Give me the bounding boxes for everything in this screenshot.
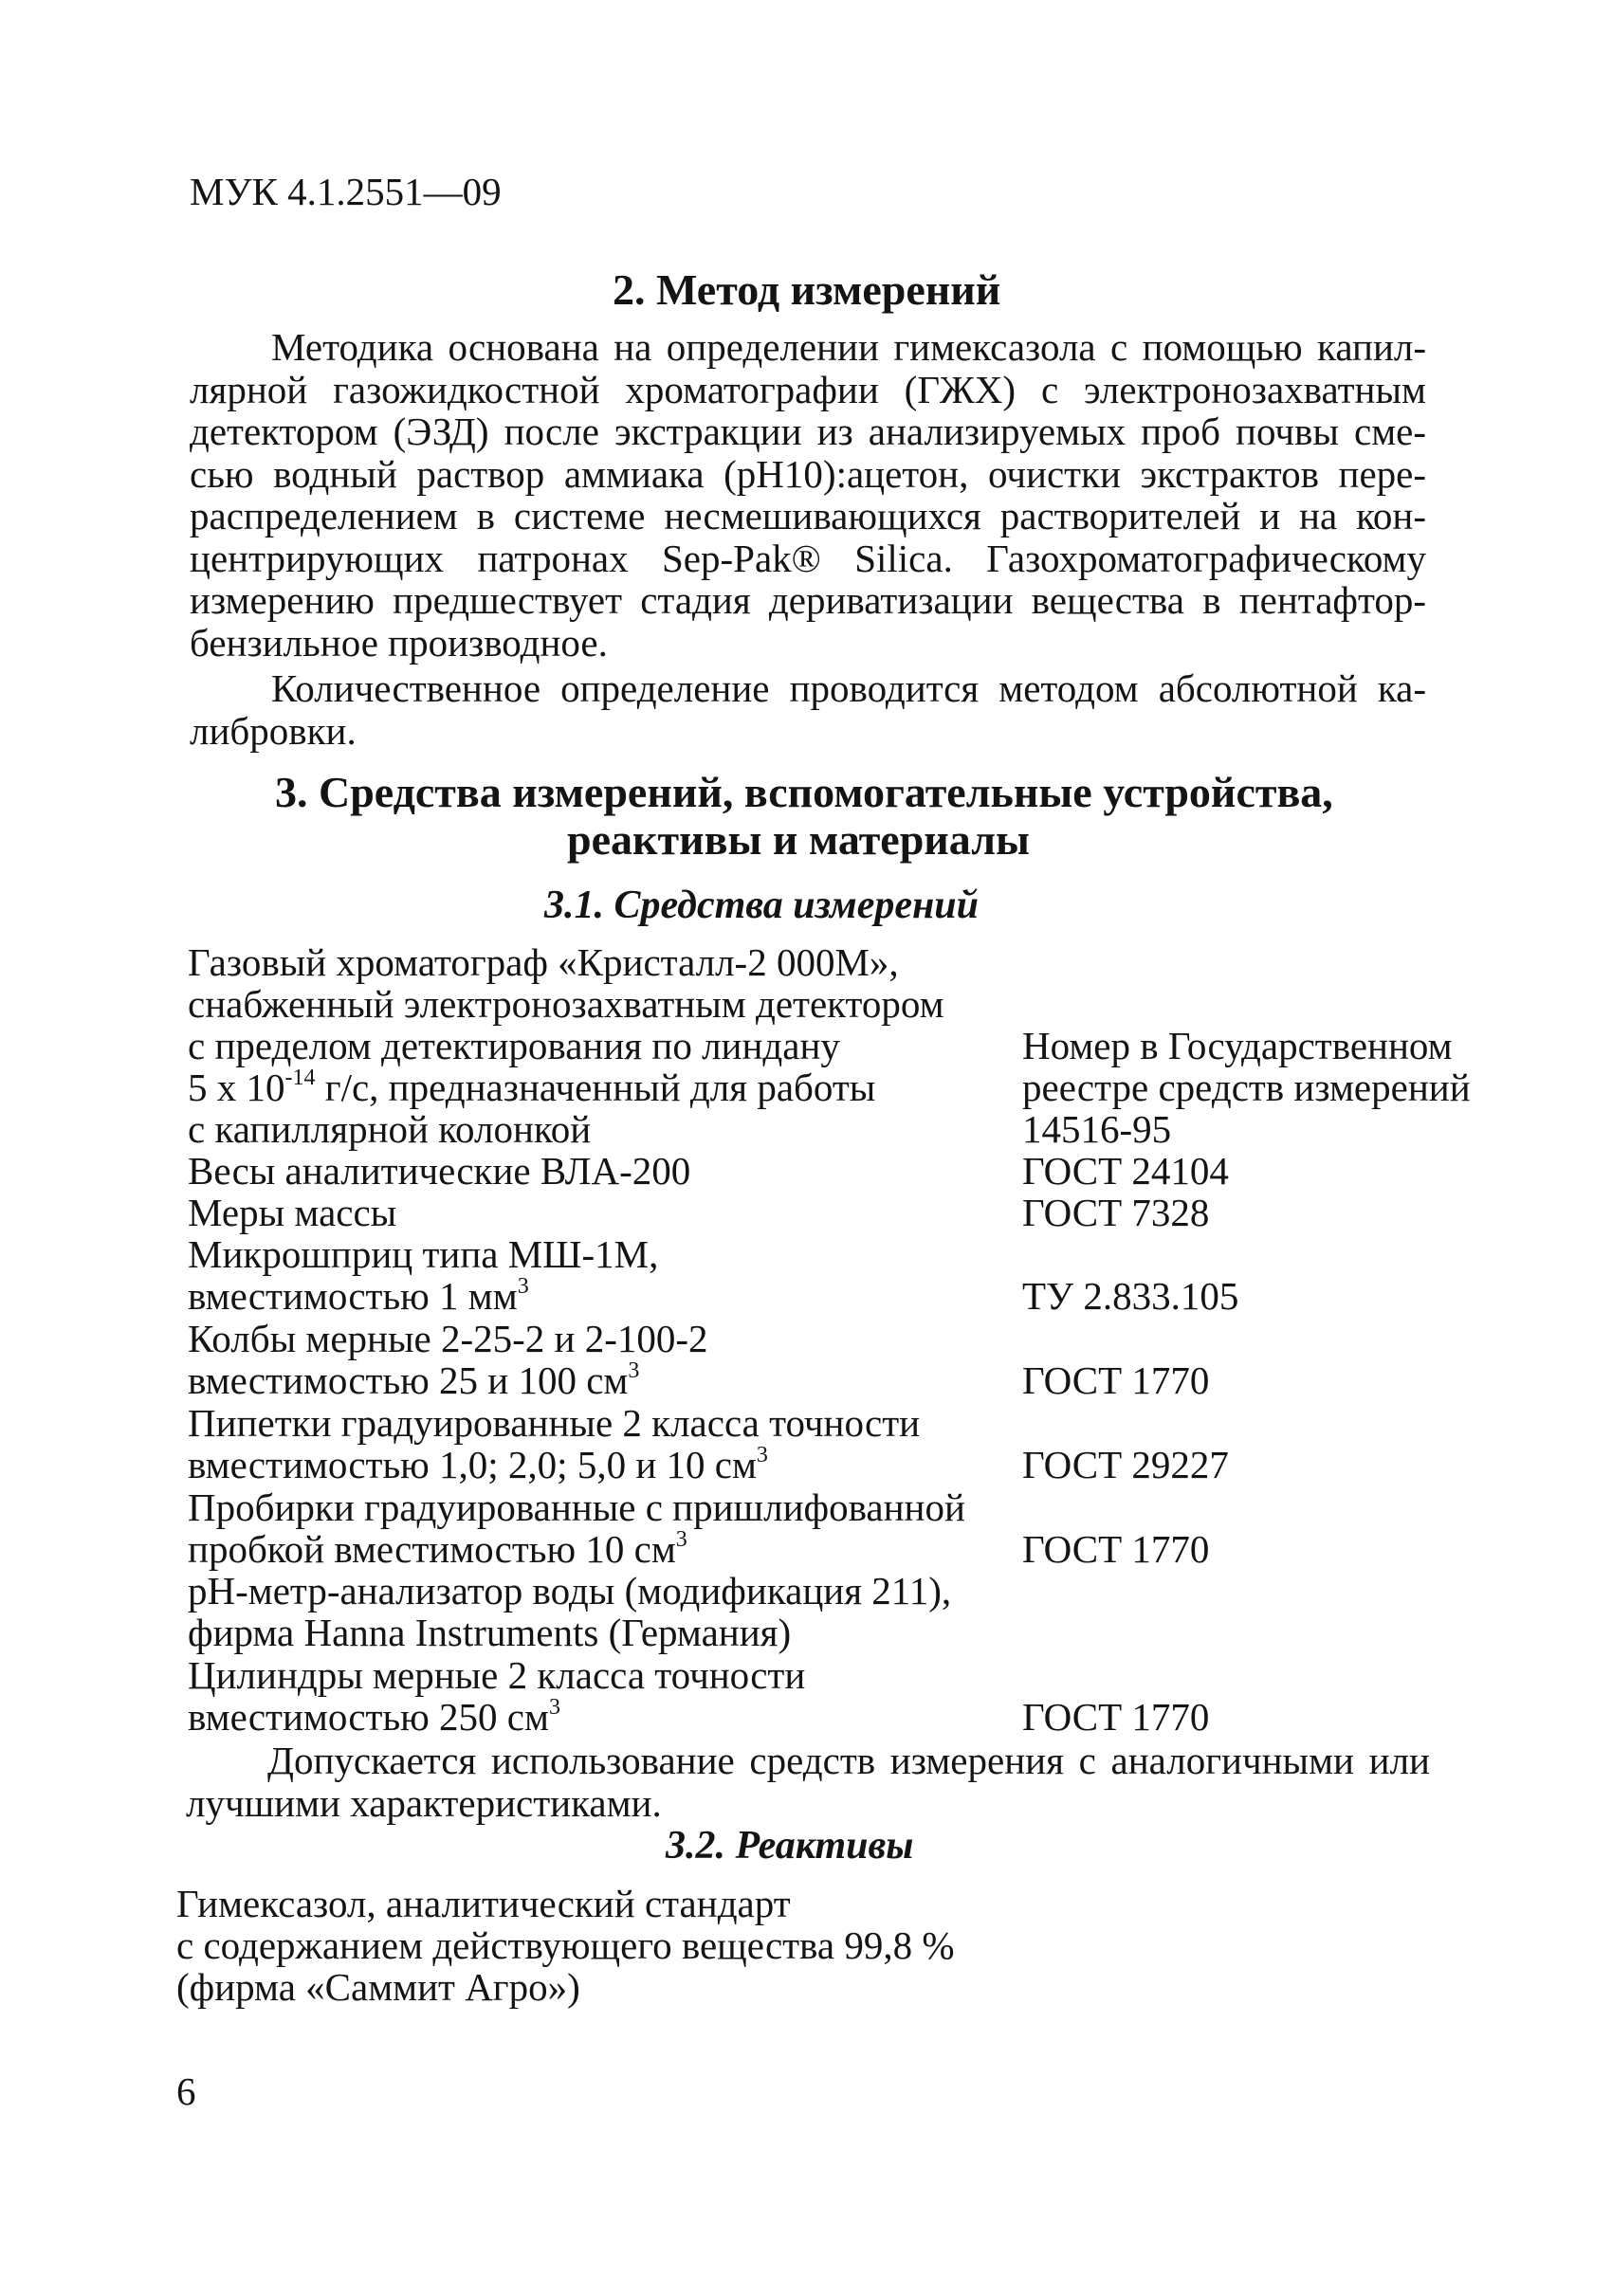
paragraph-line: либровки. bbox=[190, 708, 357, 753]
section-3-title-line-1: 3. Средства измерений, вспомогательные устройства, bbox=[275, 768, 1333, 816]
document-header: МУК 4.1.2551—09 bbox=[190, 170, 502, 213]
equipment-line bbox=[188, 1696, 560, 1739]
equipment-line bbox=[188, 1444, 768, 1486]
equipment-line: снабженный электронозахватным детектором bbox=[188, 982, 944, 1026]
superscript: 3 bbox=[756, 1443, 768, 1467]
equipment-line bbox=[188, 1528, 687, 1571]
superscript: -14 bbox=[284, 1066, 316, 1090]
section-2-paragraph-2 bbox=[190, 667, 1426, 752]
superscript: 3 bbox=[628, 1358, 640, 1383]
equipment-line: Газовый хроматограф «Кристалл-2 000М», bbox=[188, 940, 899, 984]
equipment-line: Меры массы bbox=[188, 1191, 397, 1234]
equipment-reference: 14516-95 bbox=[1022, 1107, 1172, 1151]
paragraph-line: центрирующих патронах Sep-Pak® Silica. Газохроматографическому bbox=[190, 536, 1426, 580]
equipment-reference: ГОСТ 24104 bbox=[1022, 1149, 1229, 1193]
equipment-text: пробкой вместимостью 10 см bbox=[188, 1527, 676, 1571]
paragraph-line: лярной газожидкостной хроматографии (ГЖХ) с электронозахватным bbox=[190, 367, 1426, 411]
equipment-text: 5 х 10 bbox=[188, 1066, 285, 1109]
subsection-3-1-title: 3.1. Средства измерений bbox=[544, 884, 980, 927]
paragraph-line: сью водный раствор аммиака (рН10):ацетон, очистки экстрактов пере- bbox=[190, 451, 1426, 496]
paragraph-line: измерению предшествует стадия дериватизации вещества в пентафтор- bbox=[190, 578, 1426, 622]
equipment-line: рН-метр-анализатор воды (модификация 211), bbox=[188, 1569, 952, 1613]
superscript: 3 bbox=[517, 1274, 529, 1299]
paragraph-line: распределением в системе несмешивающихся растворителей и на кон- bbox=[190, 494, 1426, 538]
paragraph-line: Методика основана на определении гимексазола с помощью капил- bbox=[271, 325, 1426, 369]
section-2-title: 2. Метод измерений bbox=[613, 265, 1001, 314]
reagent-line: Гимексазол, аналитический стандарт bbox=[176, 1882, 791, 1925]
reagent-line: (фирма «Саммит Агро») bbox=[176, 1965, 580, 2009]
equipment-reference: ГОСТ 1770 bbox=[1022, 1358, 1210, 1402]
superscript: 3 bbox=[675, 1527, 687, 1552]
paragraph-line: детектором (ЭЗД) после экстракции из анализируемых проб почвы сме- bbox=[190, 410, 1426, 453]
equipment-text: вместимостью 25 и 100 см bbox=[188, 1358, 629, 1402]
equipment-line: Колбы мерные 2-25-2 и 2-100-2 bbox=[188, 1317, 708, 1360]
equipment-reference: ГОСТ 1770 bbox=[1022, 1527, 1210, 1571]
paragraph-line: бензильное производное. bbox=[190, 620, 608, 665]
equipment-reference: ТУ 2.833.105 bbox=[1022, 1274, 1239, 1318]
equipment-line: Пробирки градуированные с пришлифованной bbox=[188, 1485, 965, 1529]
section-3-title-line-2: реактивы и материалы bbox=[567, 815, 1030, 864]
equipment-line: фирма Hanna Instruments (Германия) bbox=[188, 1611, 792, 1654]
equipment-line bbox=[188, 1275, 529, 1318]
equipment-reference: ГОСТ 29227 bbox=[1022, 1443, 1229, 1486]
equipment-reference: ГОСТ 7328 bbox=[1022, 1191, 1210, 1234]
superscript: 3 bbox=[548, 1695, 560, 1720]
paragraph-line: Допускается использование средств измерения с аналогичными или bbox=[267, 1739, 1430, 1782]
equipment-line: с пределом детектирования по линдану bbox=[188, 1024, 840, 1067]
reagent-line: с содержанием действующего вещества 99,8 % bbox=[176, 1923, 955, 1967]
equipment-reference: Номер в Государственном bbox=[1022, 1024, 1453, 1067]
paragraph-line: Количественное определение проводится методом абсолютной ка- bbox=[271, 666, 1426, 710]
equipment-line bbox=[188, 1359, 639, 1402]
paragraph-line: лучшими характеристиками. bbox=[186, 1780, 662, 1825]
equipment-reference: ГОСТ 1770 bbox=[1022, 1695, 1210, 1739]
equipment-line bbox=[188, 1066, 875, 1109]
equipment-line: с капиллярной колонкой bbox=[188, 1107, 592, 1151]
equipment-reference: реестре средств измерений bbox=[1022, 1066, 1471, 1109]
equipment-text: вместимостью 250 см bbox=[188, 1695, 549, 1739]
allowance-paragraph bbox=[186, 1740, 1430, 1824]
subsection-3-2-title: 3.2. Реактивы bbox=[666, 1824, 914, 1868]
equipment-line: Цилиндры мерные 2 класса точности bbox=[188, 1653, 806, 1697]
equipment-line: Пипетки градуированные 2 класса точности bbox=[188, 1401, 921, 1445]
equipment-text: вместимостью 1 мм bbox=[188, 1274, 518, 1318]
equipment-text: г/с, предназначенный для работы bbox=[315, 1066, 876, 1109]
page-number: 6 bbox=[176, 2069, 196, 2113]
equipment-line: Весы аналитические ВЛА-200 bbox=[188, 1149, 691, 1193]
equipment-text: вместимостью 1,0; 2,0; 5,0 и 10 см bbox=[188, 1443, 757, 1486]
section-2-paragraph-1 bbox=[190, 326, 1426, 664]
equipment-line: Микрошприц типа МШ-1М, bbox=[188, 1232, 659, 1276]
